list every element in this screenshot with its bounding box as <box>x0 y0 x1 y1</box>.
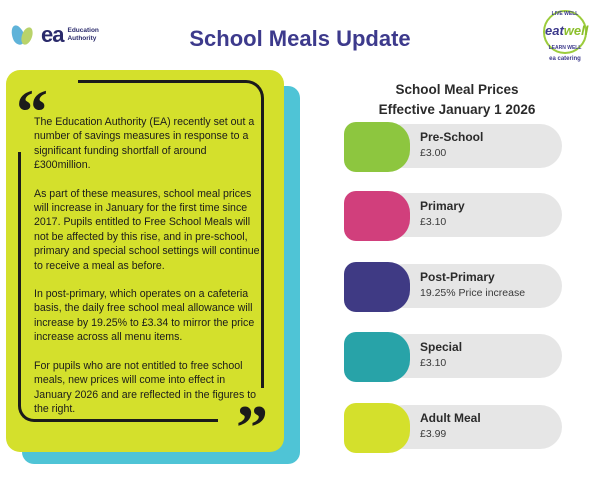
card-paragraph: The Education Authority (EA) recently set out a number of savings measures in response to a significant funding shortfall of around £300million. <box>34 116 255 172</box>
price-swatch <box>344 191 410 241</box>
card-frame-right <box>261 120 264 388</box>
price-name: Post-Primary <box>420 270 495 284</box>
logo-ea-text: ea <box>41 22 64 47</box>
price-value: £3.00 <box>420 147 447 159</box>
price-value: £3.10 <box>420 216 447 228</box>
price-swatch <box>344 262 410 312</box>
card-paragraph: As part of these measures, school meal prices will increase in January for the first time since 2017. Pupils entitled to Free School Meals will not be affected by this rise, and in pre-school, primary and special school settings will continue to receive a meal as before. <box>34 187 260 272</box>
price-swatch <box>344 332 410 382</box>
card-paragraph: In post-primary, which operates on a cafeteria basis, the daily free school meal allowance will increase by 19.25% to £3.34 to mirror the price increase across all menu items. <box>34 288 255 344</box>
badge-bottom-text: LEARN WELL <box>548 45 582 51</box>
price-swatch <box>344 122 410 172</box>
card-paragraph: For pupils who are not entitled to free school meals, new prices will come into effect in January 2026 and are reflected in the figures to the right. <box>34 359 257 415</box>
price-row-primary <box>344 191 564 241</box>
logo-subtitle: Education Authority <box>67 27 99 42</box>
price-row-special <box>344 332 564 382</box>
price-row-post-primary <box>344 262 564 312</box>
badge-top-text: LIVE WELL <box>551 11 579 17</box>
open-quote-icon: “ <box>16 76 48 147</box>
price-name: Primary <box>420 199 465 213</box>
badge-main-text: eatwell <box>545 23 589 38</box>
prices-title-line1: School Meal Prices <box>395 82 519 97</box>
price-name: Pre-School <box>420 130 484 144</box>
price-name: Adult Meal <box>420 411 481 425</box>
close-quote-icon: ” <box>236 392 268 463</box>
price-row-pre-school <box>344 122 564 172</box>
price-row-adult-meal <box>344 403 564 453</box>
price-value: 19.25% Price increase <box>420 287 526 299</box>
price-value: £3.10 <box>420 357 447 369</box>
price-value: £3.99 <box>420 428 447 440</box>
eat-well-badge <box>542 10 588 62</box>
badge-caption: ea catering <box>549 56 581 62</box>
card-body <box>34 115 260 430</box>
price-name: Special <box>420 340 463 354</box>
prices-title-line2: Effective January 1 2026 <box>378 102 536 117</box>
price-swatch <box>344 403 410 453</box>
prices-title <box>340 80 574 120</box>
page-title: School Meals Update <box>189 26 411 51</box>
